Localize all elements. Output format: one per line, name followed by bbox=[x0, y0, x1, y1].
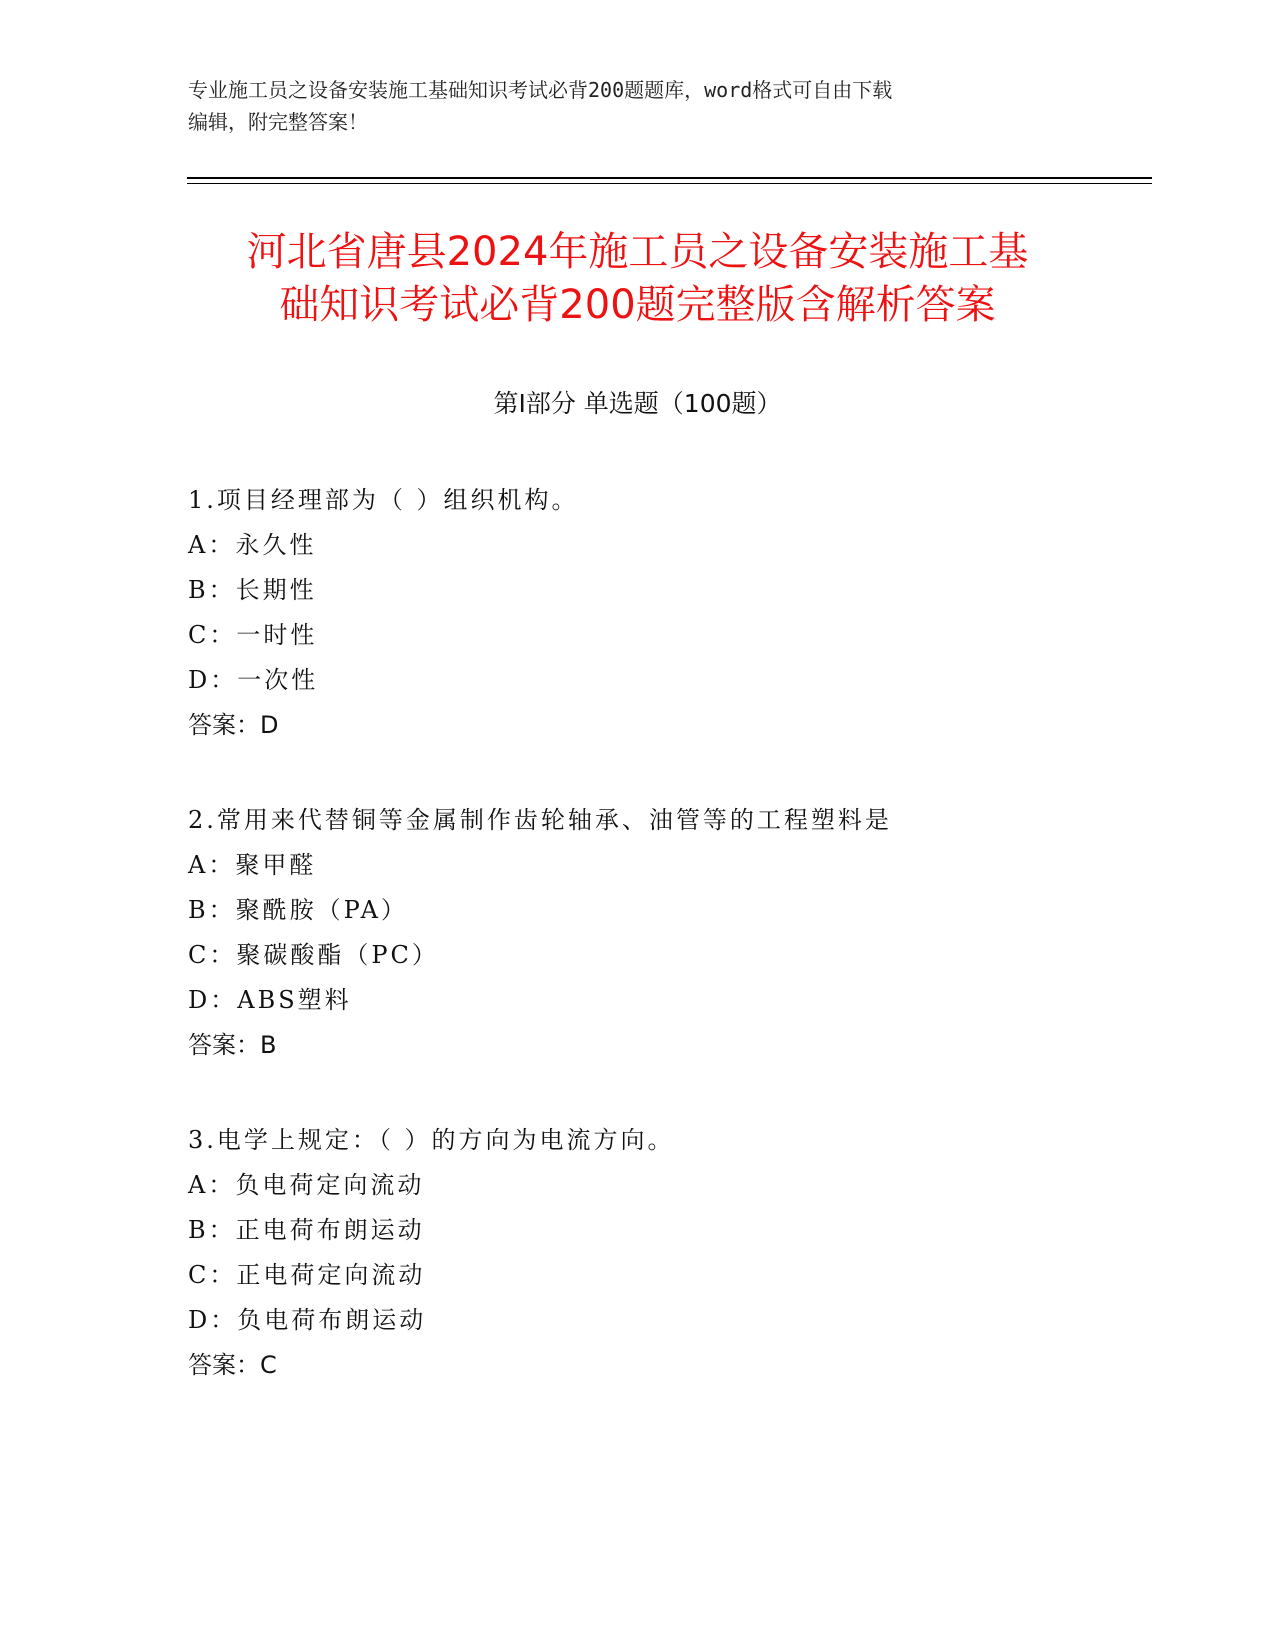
option-b: B：长期性 bbox=[188, 576, 317, 604]
option-c: C：正电荷定向流动 bbox=[188, 1261, 426, 1289]
header-divider-thin bbox=[187, 183, 1152, 184]
option-a: A：聚甲醛 bbox=[188, 851, 317, 879]
question-3 bbox=[188, 1118, 1138, 1388]
document-title-line-1: 河北省唐县2024年施工员之设备安装施工基 bbox=[246, 229, 1029, 275]
option-d: D：一次性 bbox=[188, 666, 319, 694]
question-list bbox=[188, 478, 1138, 1438]
answer: 答案：B bbox=[188, 1031, 277, 1059]
header-note bbox=[188, 74, 1088, 138]
answer: 答案：D bbox=[188, 711, 279, 739]
section-title: 第Ⅰ部分 单选题（100题） bbox=[493, 389, 782, 418]
question-stem: 1.项目经理部为（ ）组织机构。 bbox=[188, 486, 579, 514]
option-d: D：负电荷布朗运动 bbox=[188, 1306, 427, 1334]
option-c: C：一时性 bbox=[188, 621, 318, 649]
header-note-line-1: 专业施工员之设备安装施工基础知识考试必背200题题库，word格式可自由下载 bbox=[188, 78, 893, 102]
header-note-line-2: 编辑，附完整答案！ bbox=[188, 110, 368, 134]
document-title bbox=[150, 226, 1125, 332]
option-a: A：永久性 bbox=[188, 531, 317, 559]
option-d: D：ABS塑料 bbox=[188, 986, 352, 1014]
question-2 bbox=[188, 798, 1138, 1068]
option-b: B：聚酰胺（PA） bbox=[188, 896, 408, 924]
question-1 bbox=[188, 478, 1138, 748]
answer: 答案：C bbox=[188, 1351, 277, 1379]
document-title-line-2: 础知识考试必背200题完整版含解析答案 bbox=[279, 282, 996, 328]
question-stem: 2.常用来代替铜等金属制作齿轮轴承、油管等的工程塑料是 bbox=[188, 806, 892, 834]
option-a: A：负电荷定向流动 bbox=[188, 1171, 425, 1199]
option-c: C：聚碳酸酯（PC） bbox=[188, 941, 439, 969]
question-stem: 3.电学上规定：（ ）的方向为电流方向。 bbox=[188, 1126, 675, 1154]
header-divider-thick bbox=[187, 177, 1152, 179]
option-b: B：正电荷布朗运动 bbox=[188, 1216, 425, 1244]
